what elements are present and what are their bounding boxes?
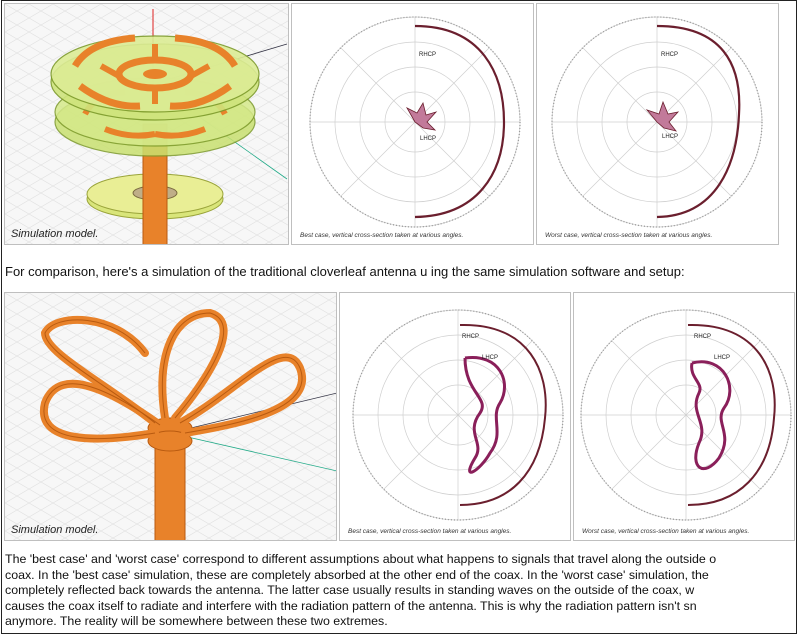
top-model-caption: Simulation model.	[11, 228, 99, 240]
page-frame	[1, 0, 797, 634]
bottom-model-drawing	[5, 293, 337, 541]
bottom-worst-case-caption: Worst case, vertical cross-section taken at various angles.	[582, 528, 750, 535]
rhcp-label: RHCP	[419, 52, 437, 58]
bottom-best-case-polar-plot	[340, 293, 571, 541]
bottom-figure-row	[4, 292, 797, 541]
top-model-drawing	[5, 4, 289, 245]
rhcp-label: RHCP	[462, 334, 480, 340]
top-figure-row	[4, 3, 781, 245]
comparison-text: For comparison, here's a simulation of the traditional cloverleaf antenna u ing the same simulation software and setup:	[5, 264, 685, 279]
top-best-case-caption: Best case, vertical cross-section taken at various angles.	[300, 232, 464, 239]
bottom-model-caption: Simulation model.	[11, 524, 99, 536]
paragraph-line: coax. In the 'best case' simulation, these are completely absorbed at the other end of the coax. In the 'worst case' simulation, the	[5, 567, 709, 582]
bottom-worst-case-polar-plot	[574, 293, 795, 541]
bottom-best-case-plot-panel	[339, 292, 571, 541]
top-worst-case-plot-panel	[536, 3, 779, 245]
top-worst-case-caption: Worst case, vertical cross-section taken at various angles.	[545, 232, 713, 239]
top-best-case-polar-plot	[292, 4, 534, 245]
top-simulation-model-panel	[4, 3, 289, 245]
top-best-case-plot-panel	[291, 3, 534, 245]
rhcp-label: RHCP	[661, 52, 679, 58]
paragraph-line: anymore. The reality will be somewhere between these two extremes.	[5, 614, 388, 629]
paragraph-line: causes the coax itself to radiate and interfere with the radiation pattern of the antenna. This is why the radiation pattern isn't sn	[5, 598, 697, 613]
paragraph-line: completely reflected back towards the antenna. The latter case usually results in standing waves on the outside of the coax, w	[5, 583, 695, 598]
bottom-best-case-caption: Best case, vertical cross-section taken at various angles.	[348, 528, 512, 535]
lhcp-label: LHCP	[482, 355, 499, 361]
top-worst-case-polar-plot	[537, 4, 779, 245]
lhcp-label: LHCP	[662, 134, 679, 140]
lhcp-label: LHCP	[420, 136, 437, 142]
lhcp-label: LHCP	[714, 355, 731, 361]
explanation-paragraph	[5, 552, 797, 630]
bottom-simulation-model-panel	[4, 292, 337, 541]
paragraph-line: The 'best case' and 'worst case' correspond to different assumptions about what happens to signals that travel along the outside o	[5, 552, 717, 566]
rhcp-label: RHCP	[694, 334, 712, 340]
bottom-worst-case-plot-panel	[573, 292, 795, 541]
coax-cable	[155, 443, 185, 541]
